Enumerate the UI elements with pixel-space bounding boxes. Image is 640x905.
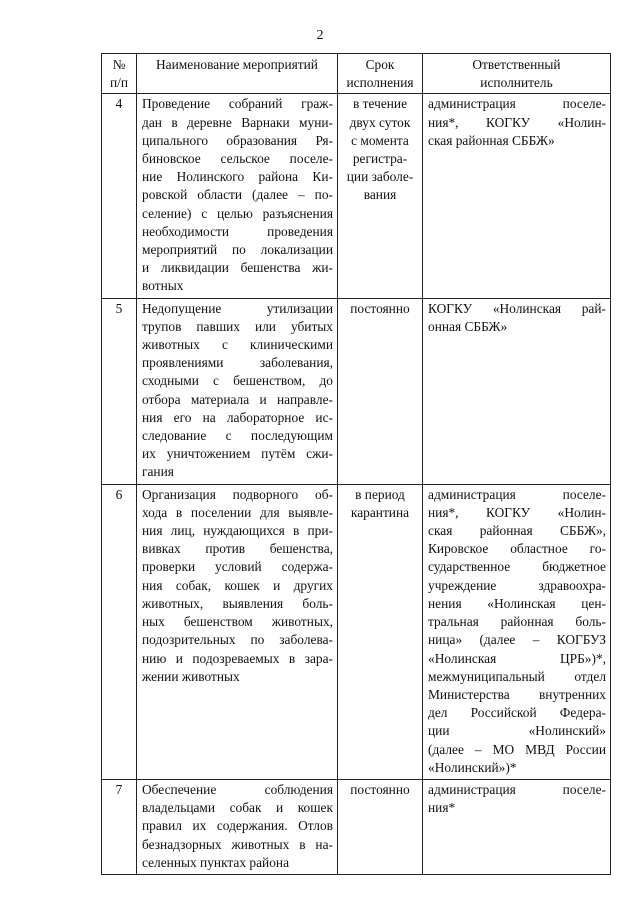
measure-name <box>137 298 338 484</box>
measure-name-line: и ликвидации бешенства жи- <box>142 260 333 276</box>
measure-name-line: ния собак, кошек и других <box>142 577 333 593</box>
deadline <box>338 94 423 298</box>
responsible <box>423 484 611 779</box>
table-header <box>102 54 611 94</box>
table-row <box>102 779 611 874</box>
deadline-line: ции заболе- <box>346 169 414 185</box>
responsible-line: дел Российской Федера- <box>428 705 606 721</box>
responsible-line: учреждение здравоохра- <box>428 577 606 593</box>
table-row <box>102 484 611 779</box>
measure-name-line: ния его на лабораторное ис- <box>142 409 333 425</box>
measure-name-line: трупов павших или убитых <box>142 318 333 334</box>
measure-name-line: подозрительных по заболева- <box>142 632 333 648</box>
measure-name-line: ципального образования Ря- <box>142 132 333 148</box>
responsible-line: ская районная СББЖ», <box>428 523 606 539</box>
responsible-line: тральная районная боль- <box>428 614 606 630</box>
measure-name-line: ных бешенством животных, <box>142 614 333 630</box>
measure-name-line: хода в поселении для выявле- <box>142 504 333 520</box>
measure-name <box>137 779 338 874</box>
measure-name-line: жении животных <box>142 668 240 684</box>
measure-name-line: вотных <box>142 278 184 294</box>
responsible-line: межмуниципальный отдел <box>428 668 606 684</box>
measure-name-line: животных с клиническими <box>142 337 333 353</box>
measure-name-line: ровской области (далее – по- <box>142 187 333 203</box>
responsible <box>423 94 611 298</box>
header-measure-name: Наименование мероприятий <box>137 54 338 94</box>
measure-name-line: владельцами собак и кошек <box>142 800 333 816</box>
deadline-line: двух суток <box>349 114 411 130</box>
deadline-line: постоянно <box>350 781 410 797</box>
responsible-line: Министерства внутренних <box>428 686 606 702</box>
responsible-line: «Нолинский»)* <box>428 759 517 775</box>
measure-name-line: вивках против бешенства, <box>142 541 333 557</box>
responsible-line: сударственное бюджетное <box>428 559 606 575</box>
measure-name-line: дан в деревне Варнаки муни- <box>142 114 333 130</box>
measure-name <box>137 94 338 298</box>
responsible <box>423 298 611 484</box>
deadline-line: с момента <box>351 132 409 148</box>
measure-name-line: необходимости проведения <box>142 223 333 239</box>
table-body <box>102 94 611 875</box>
measure-name-line: проявлениями заболевания, <box>142 355 333 371</box>
table-row <box>102 94 611 298</box>
deadline-line: регистра- <box>352 151 408 167</box>
measures-table <box>101 53 611 875</box>
measure-name-line: нию и подозреваемых в зара- <box>142 650 333 666</box>
measure-name-line: гания <box>142 464 174 480</box>
measure-name-line: селение) с целью разъяснения <box>142 205 333 221</box>
responsible-line: ния* <box>428 800 456 816</box>
responsible-line: ния*, КОГКУ «Нолин- <box>428 504 606 520</box>
measure-name-line: проверки условий содержа- <box>142 559 333 575</box>
deadline-line: вания <box>363 187 397 203</box>
row-number: 7 <box>102 779 137 874</box>
table-row <box>102 298 611 484</box>
measure-name-line: отбора материала и направле- <box>142 391 333 407</box>
measure-name-line: следование с последующим <box>142 428 333 444</box>
row-number: 4 <box>102 94 137 298</box>
responsible-line: администрация поселе- <box>428 486 606 502</box>
row-number: 5 <box>102 298 137 484</box>
header-deadline: Срок исполнения <box>338 54 423 94</box>
responsible-line: «Нолинская ЦРБ»)*, <box>428 650 606 666</box>
measure-name <box>137 484 338 779</box>
measure-name-line: правил их содержания. Отлов <box>142 818 333 834</box>
measure-name-line: мероприятий по локализации <box>142 242 333 258</box>
measure-name-line: Недопущение утилизации <box>142 300 333 316</box>
responsible-line: онная СББЖ» <box>428 318 508 334</box>
measure-name-line: Организация подворного об- <box>142 486 333 502</box>
measure-name-line: животных, выявления боль- <box>142 595 333 611</box>
deadline <box>338 298 423 484</box>
page-number: 2 <box>316 28 324 43</box>
responsible-line: нения «Нолинская цен- <box>428 595 606 611</box>
measure-name-line: Проведение собраний граж- <box>142 96 333 112</box>
measure-name-line: Обеспечение соблюдения <box>142 781 333 797</box>
measure-name-line: селенных пунктах района <box>142 854 290 870</box>
deadline <box>338 484 423 779</box>
responsible-line: КОГКУ «Нолинская рай- <box>428 300 606 316</box>
deadline-line: постоянно <box>350 300 410 316</box>
deadline <box>338 779 423 874</box>
responsible-line: ния*, КОГКУ «Нолин- <box>428 114 606 130</box>
responsible-line: ница» (далее – КОГБУЗ <box>428 632 606 648</box>
deadline-line: карантина <box>350 504 410 520</box>
deadline-line: в течение <box>352 96 408 112</box>
measure-name-line: сходными с бешенством, до <box>142 373 333 389</box>
responsible-line: ции «Нолинский» <box>428 723 606 739</box>
responsible-line: администрация поселе- <box>428 781 606 797</box>
header-responsible: Ответственный исполнитель <box>423 54 611 94</box>
measure-name-line: ние Нолинского района Ки- <box>142 169 333 185</box>
responsible-line: администрация поселе- <box>428 96 606 112</box>
measure-name-line: безнадзорных животных в на- <box>142 836 333 852</box>
measure-name-line: биновское сельское поселе- <box>142 151 333 167</box>
responsible <box>423 779 611 874</box>
responsible-line: ская районная СББЖ» <box>428 132 555 148</box>
deadline-line: в период <box>355 486 405 502</box>
responsible-line: Кировское областное го- <box>428 541 606 557</box>
responsible-line: (далее – МО МВД России <box>428 741 606 757</box>
header-number: № п/п <box>102 54 137 94</box>
row-number: 6 <box>102 484 137 779</box>
measure-name-line: ния лиц, нуждающихся в при- <box>142 523 333 539</box>
measure-name-line: их уничтожением путём сжи- <box>142 446 333 462</box>
